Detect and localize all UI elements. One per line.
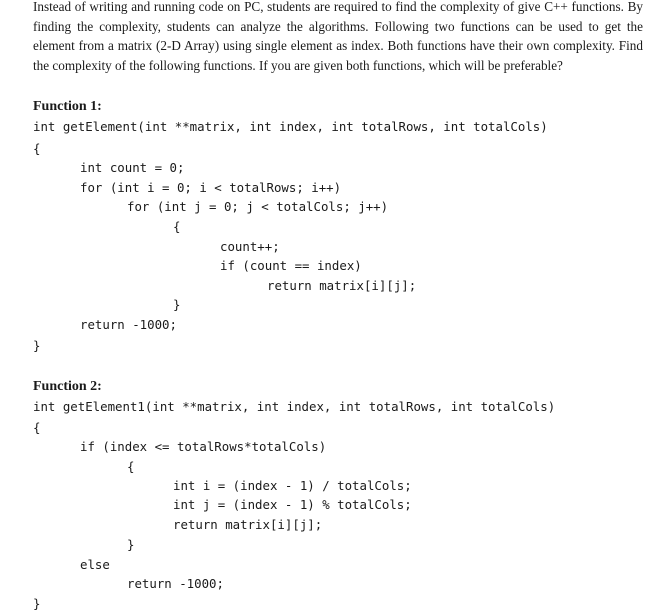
code-line: if (index <= totalRows*totalCols) (80, 439, 327, 454)
code-line: { (173, 219, 181, 234)
code-line: int count = 0; (80, 160, 185, 175)
code-line: int i = (index - 1) / totalCols; (173, 478, 412, 493)
code-line: return matrix[i][j]; (173, 517, 323, 532)
code-line: } (33, 338, 41, 353)
code-line: { (33, 420, 41, 435)
code-line: } (173, 297, 181, 312)
code-line: int getElement1(int **matrix, int index, int totalRows, int totalCols) (33, 399, 556, 414)
code-line: { (33, 141, 41, 156)
code-line: else (80, 557, 110, 572)
function-2-heading: Function 2: (33, 379, 102, 394)
code-line: { (127, 459, 135, 474)
code-line: count++; (220, 239, 280, 254)
code-line: } (33, 596, 41, 611)
code-line: int j = (index - 1) % totalCols; (173, 497, 412, 512)
intro-paragraph: Instead of writing and running code on PC, students are required to find the complexity of give C++ functions. By finding the complexity, students can analyze the algorithms. Following two functions can be used to get the element from a matrix (2-D Array) using single element as index. Both functions have their own complexity. Find the complexity of the following functions. If you are given both functions, which will be preferable? (33, 0, 643, 73)
code-line: return matrix[i][j]; (267, 278, 417, 293)
function-1-heading: Function 1: (33, 99, 102, 114)
code-line: } (127, 537, 135, 552)
code-line: int getElement(int **matrix, int index, int totalRows, int totalCols) (33, 119, 548, 134)
code-line: return -1000; (80, 317, 177, 332)
code-line: for (int i = 0; i < totalRows; i++) (80, 180, 342, 195)
code-line: if (count == index) (220, 258, 362, 273)
code-line: return -1000; (127, 576, 224, 591)
code-line: for (int j = 0; j < totalCols; j++) (127, 199, 389, 214)
